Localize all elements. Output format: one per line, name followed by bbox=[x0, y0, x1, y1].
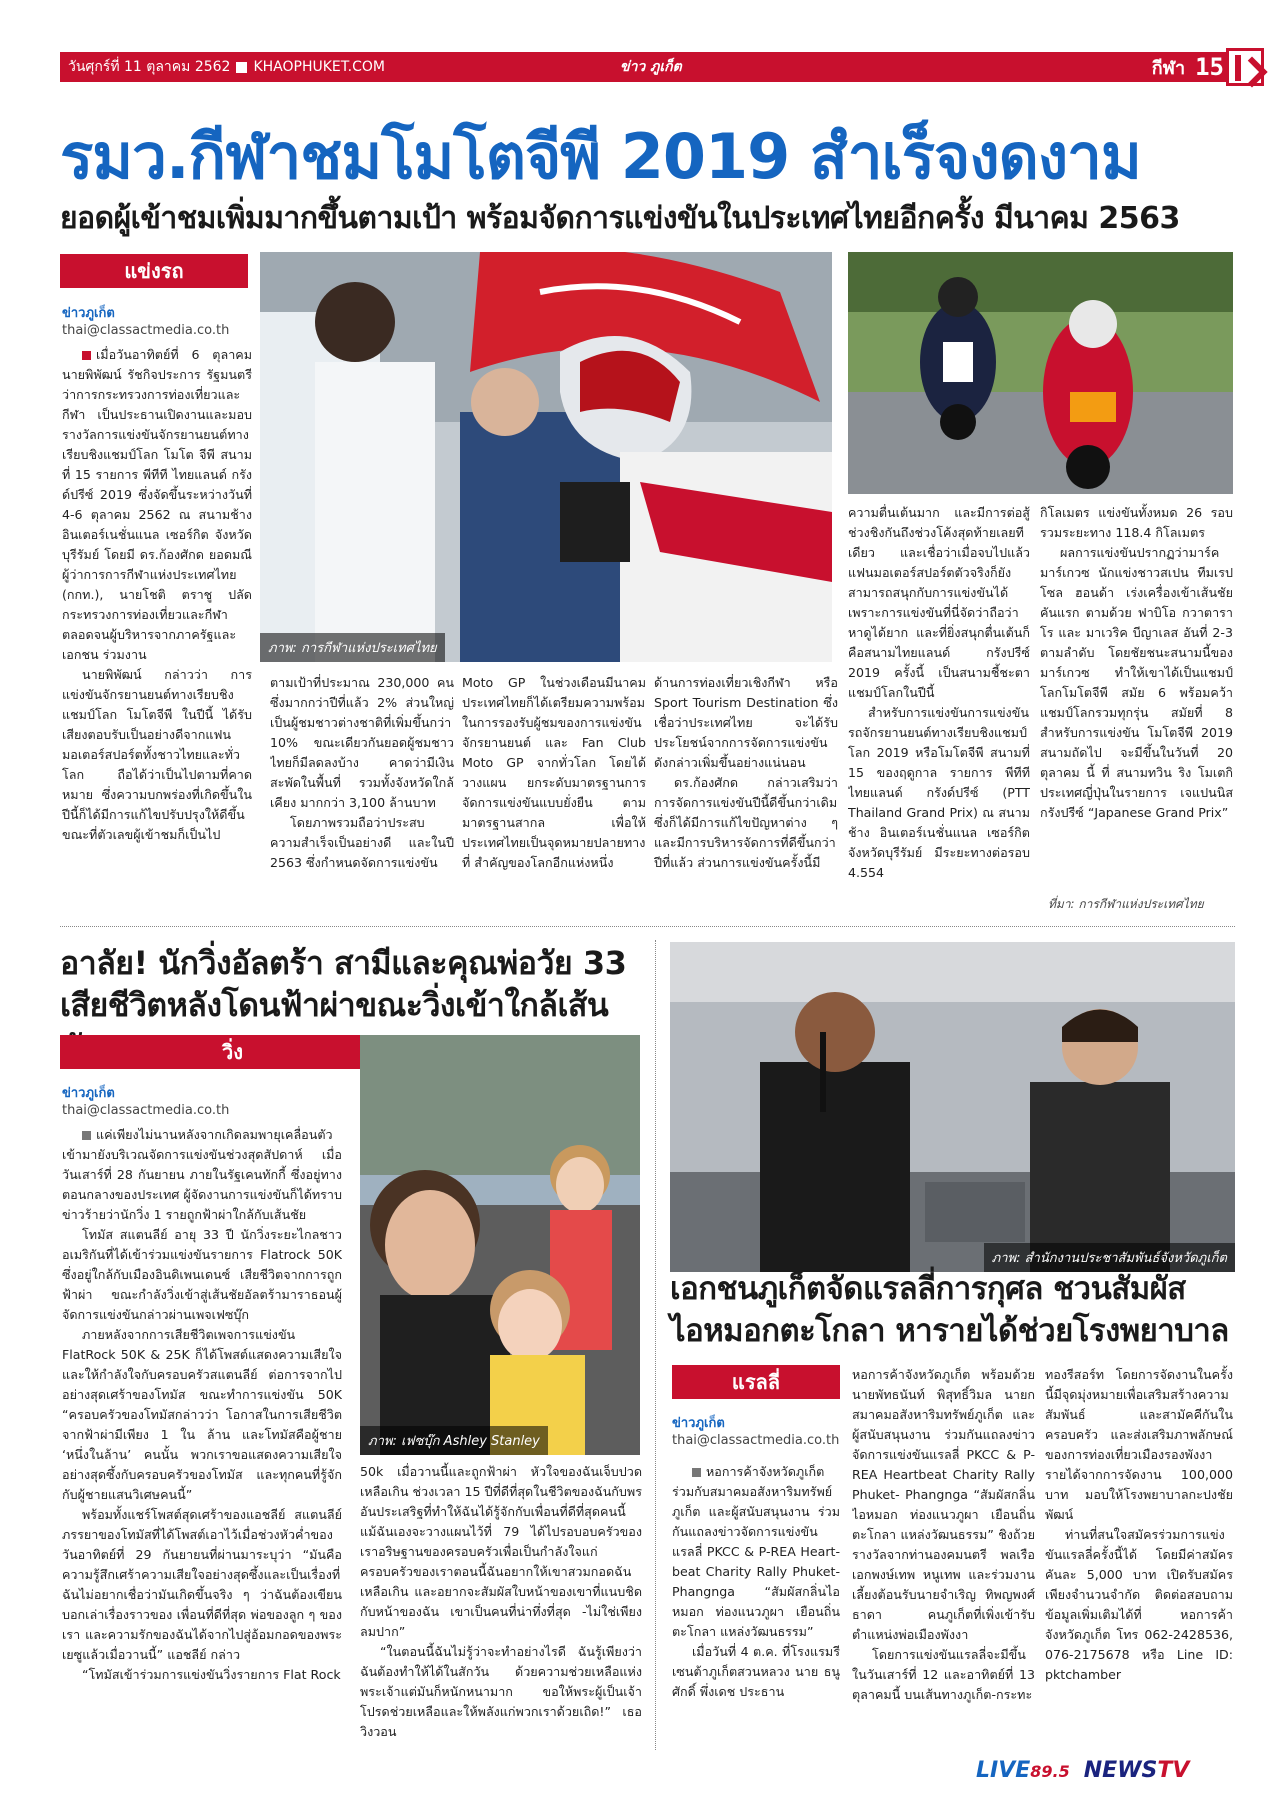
article3-col2b-text: โดยการแข่งขันแรลลี่จะมีขึ้นในวันเสาร์ที่ 12 และอาทิตย์ที่ 13 ตุลาคมนี้ บนเส้นทางภูเก็ต-กระทะ bbox=[852, 1647, 1035, 1702]
photo1-caption: ภาพ: การกีฬาแห่งประเทศไทย bbox=[260, 633, 445, 662]
article2-col1b-text: โทมัส สแตนลีย์ อายุ 33 ปี นักวิ่งระยะไกลชาวอเมริกันที่ได้เข้าร่วมแข่งขันรายการ Flatrock 50K ซึ่งอยู่ใกล้กับเมืองอินดิเพนเดนซ์ เสียชีวิตจากการถูกฟ้าผ่า ขณะกำลังวิ่งเข้าสู่เส้นชัยอัลตร้ามาราธอนผู้จัดการแข่งขันกล่าวผ่านเพจเฟซบุ๊ก bbox=[62, 1227, 342, 1322]
article2-headline-line1: อาลัย! นักวิ่งอัลตร้า สามีและคุณพ่อวัย 33 bbox=[60, 944, 627, 982]
article2-col1d-text: พร้อมทั้งแชร์โพสต์สุดเศร้าของแอชลีย์ สแตนลีย์ ภรรยาของโทมัสที่ได้โพสต์เอาไว้เมื่อช่วงหัวค่ำของวันอาทิตย์ที่ 29 กันยายนที่ผ่านมาระบุว่า “มันคือความรู้สึกเศร้าความเสียใจอย่างสุดซึ้งและเป็นเรื่องที่ฉันไม่อยากเชื่อว่ามันเกิดขึ้นจริง ๆ ว่าฉันต้องเขียนบอกเล่าเรื่องราวของ เพื่อนที่ดีที่สุด พ่อของลูก ๆ ของเรา และความรักของฉันได้จากไปสู่อ้อมกอดของพระเยซูแล้วเมื่อวานนี้” แอชลีย์ กล่าว bbox=[62, 1507, 342, 1662]
article1-col1-text: เมื่อวันอาทิตย์ที่ 6 ตุลาคม นายพิพัฒน์ รัชกิจประการ รัฐมนตรีว่าการกระทรวงการท่องเที่ยวและกีฬา เป็นประธานเปิดงานและมอบรางวัลการแข่งขันจักรยานยนต์ทางเรียบชิงแชมป์โลก โมโต จีพี สนามที่ 15 รายการ พีทีที ไทยแลนด์ กรังด์ปรีซ์ 2019 ซึ่งจัดขึ้นระหว่างวันที่ 4-6 ตุลาคม 2562 ณ สนามช้าง อินเตอร์เนชั่นแนล เซอร์กิต จังหวัดบุรีรัมย์ โดยมี ดร.ก้องศักด ยอดมณี ผู้ว่าการการกีฬาแห่งประเทศไทย (กกท.), นายโชติ ตราชู ปลัดกระทรวงการท่องเที่ยวและกีฬา ตลอดจนผู้บริหารจากภาครัฐและเอกชน ร่วมงาน bbox=[62, 347, 252, 662]
byline-email: thai@classactmedia.co.th bbox=[672, 1433, 840, 1448]
photo-rally-press-image bbox=[670, 942, 1235, 1272]
byline-email: thai@classactmedia.co.th bbox=[62, 323, 230, 338]
article3-col1b-text: เมื่อวันที่ 4 ต.ค. ที่โรงแรมรีเซนต้าภูเก็ตสวนหลวง นาย ธนูศักดิ์ พึ่งเดช ประธาน bbox=[672, 1644, 840, 1699]
byline-article3 bbox=[672, 1412, 847, 1448]
photo-motogp-race bbox=[848, 252, 1233, 494]
photo-motogp-minister bbox=[260, 252, 832, 662]
article3-headline bbox=[670, 1268, 1235, 1352]
column-divider bbox=[655, 940, 656, 1750]
main-subheadline: ยอดผู้เข้าชมเพิ่มมากขึ้นตามเป้า พร้อมจัดการแข่งขันในประเทศไทยอีกครั้ง มีนาคม 2563 bbox=[60, 201, 1180, 236]
article2-headline-line2: เสียชีวิตหลังโดนฟ้าผ่าขณะวิ่งเข้าใกล้เส้น bbox=[60, 986, 609, 1024]
header-date: วันศุกร์ที่ 11 ตุลาคม 2562 bbox=[68, 59, 231, 75]
article1-col6 bbox=[1040, 503, 1233, 888]
square-icon bbox=[236, 62, 247, 73]
article3-col2 bbox=[852, 1365, 1035, 1750]
byline-name: ข่าวภูเก็ต bbox=[62, 306, 115, 321]
article3-col1 bbox=[672, 1462, 840, 1752]
article1-col5-text: ความตื่นเต้นมาก และมีการต่อสู้ช่วงชิงกันถึงช่วงโค้งสุดท้ายเลยทีเดียว และเชื่อว่าเมื่อจบไปแล้วแฟนมอเตอร์สปอร์ตตัวจริงก็ยังสามารถสนุกกับการแข่งขันได้ เพราะการแข่งขันที่นี่จัดว่าถือว่าหาดูได้ยาก และที่ยิ่งสนุกตื่นเต้นก็คือสนามไทยแลนด์ กรังปรีซ์ 2019 ครั้งนี้ เป็นสนามชี้ชะตาแชมป์โลกในปีนี้ bbox=[848, 505, 1030, 700]
header-site: KHAOPHUKET.COM bbox=[253, 59, 385, 75]
article1-col2 bbox=[270, 673, 454, 918]
photo-rally-press bbox=[670, 942, 1235, 1272]
article1-col4 bbox=[654, 673, 838, 918]
photo2-credit: ที่มา: การกีฬาแห่งประเทศไทย bbox=[1048, 897, 1204, 911]
news-logo-tv: TV bbox=[1157, 1758, 1190, 1783]
section-tag-rally: แรลลี่ bbox=[672, 1365, 840, 1399]
article1-col3 bbox=[462, 673, 646, 918]
article1-col6-text: กิโลเมตร แข่งขันทั้งหมด 26 รอบ รวมระยะทาง 118.4 กิโลเมตร bbox=[1040, 505, 1233, 540]
live-radio-logo bbox=[976, 1758, 1070, 1783]
main-headline: รมว.กีฬาชมโมโตจีพี 2019 สำเร็จงดงาม bbox=[60, 120, 1141, 193]
article3-col1-text: หอการค้าจังหวัดภูเก็ต ร่วมกับสมาคมอสังหาริมทรัพย์ภูเก็ต และผู้สนับสนุนงาน ร่วมกันแถลงข่าวจัดการแข่งขันแรลลี่ PKCC & P-REA Heart-beat Charity Rally Phuket-Phangnga “สัมผัสกลิ่นไอหมอก ท่องแนวภูผา เยือนถิ่นตะโกลา แหล่งวัฒนธรรม” bbox=[672, 1464, 840, 1639]
header-date-site bbox=[60, 56, 1152, 78]
byline-name: ข่าวภูเก็ต bbox=[672, 1416, 725, 1431]
live-logo-freq: 89.5 bbox=[1030, 1762, 1070, 1781]
article1-col6b-text: ผลการแข่งขันปรากฏว่ามาร์ค มาร์เกวซ นักแข่งชาวสเปน ทีมเรปโซล ฮอนด้า เร่งเครื่องเข้าเส้นชัยคันแรก ตามด้วย ฟาบิโอ กวาตาราโร และ มาเวริค บีญาเลส อันที่ 2-3 ตามลำดับ โดยชัยชนะสนามนี้ของ มาร์เกวซ ทำให้เขาได้เป็นแชมป์โลกโมโตจีพี สมัย 6 พร้อมคว้าแชมป์โลกรวมทุกรุ่น สมัยที่ 8 สำหรับการแข่งขัน โมโตจีพี 2019 สนามถัดไป จะมีขึ้นในวันที่ 20 ตุลาคม นี้ ที่ สนามทวิน ริง โมเตกิ ประเทศญี่ปุ่นในรายการ เจแปนนิส กรังปรีซ์ “Japanese Grand Prix” bbox=[1040, 545, 1233, 820]
article1-col4-text: ด้านการท่องเที่ยวเชิงกีฬา หรือ Sport Tourism Destination ซึ่งเชื่อว่าประเทศไทย จะได้รับประโยชน์จากการจัดการแข่งขันดังกล่าวเพิ่มขึ้นอย่างแน่นอน bbox=[654, 675, 838, 770]
article1-col2b-text: โดยภาพรวมถือว่าประสบความสำเร็จเป็นอย่างดี และในปี 2563 ซึ่งกำหนดจัดการแข่งขัน bbox=[270, 815, 454, 870]
article1-col3-text: Moto GP ในช่วงเดือนมีนาคม ประเทศไทยก็ได้เตรียมความพร้อมในการรองรับผู้ชมของการแข่งขันจักรยานยนต์ และ Fan Club Moto GP จากทั่วโลก โดยได้วางแผน ยกระดับมาตรฐานการจัดการแข่งขันแบบยั่งยืน ตามมาตรฐานสากล เพื่อให้ประเทศไทยเป็นจุดหมายปลายทางที่ สำคัญของโลกอีกแห่งหนึ่ง bbox=[462, 675, 646, 870]
section-name: กีฬา bbox=[1151, 57, 1186, 79]
section-tag-running: วิ่ง bbox=[60, 1035, 405, 1069]
byline-article1 bbox=[62, 302, 252, 338]
article3-headline-line2: ไอหมอกตะโกลา หารายได้ช่วยโรงพยาบาล bbox=[670, 1313, 1229, 1349]
live-logo-text: LIVE bbox=[976, 1758, 1031, 1783]
article3-col3 bbox=[1045, 1365, 1233, 1750]
corner-arrow-icon bbox=[1226, 48, 1264, 86]
photo-stanley-family bbox=[360, 1035, 640, 1455]
article3-col3b-text: ท่านที่สนใจสมัครร่วมการแข่งขันแรลลี่ครั้งนี้ได้ โดยมีค่าสมัครคันละ 5,000 บาท เปิดรับสมัครเพียงจำนวนจำกัด ติดต่อสอบถามข้อมูลเพิ่มเติมได้ที่ หอการค้าจังหวัดภูเก็ต โทร 062-2428536, 076-2175678 หรือ Line ID: pktchamber bbox=[1045, 1527, 1233, 1682]
page-number: 15 bbox=[1195, 53, 1224, 81]
news-tv-logo bbox=[1084, 1758, 1190, 1783]
section-divider bbox=[60, 926, 1235, 927]
bullet-icon bbox=[82, 1131, 91, 1140]
footer-logos bbox=[976, 1758, 1189, 1783]
article1-col2-text: ตามเป้าที่ประมาณ 230,000 คน ซึ่งมากกว่าปีที่แล้ว 2% ส่วนใหญ่เป็นผู้ชมชาวต่างชาติที่เพิ่มขึ้นกว่า 10% ขณะเดียวกันยอดผู้ชมชาวไทยก็มีลดลงบ้าง คาดว่ามีเงินสะพัดในพื้นที่ รวมทั้งจังหวัดใกล้เคียง มากกว่า 3,100 ล้านบาท bbox=[270, 675, 454, 810]
photo-motogp-race-image bbox=[848, 252, 1233, 494]
page-header-bar bbox=[60, 52, 1230, 82]
newspaper-logo: ข่าว ภูเก็ต bbox=[620, 59, 682, 75]
article2-col1e-text: “โทมัสเข้าร่วมการแข่งขันวิ่งรายการ Flat Rock bbox=[82, 1667, 341, 1682]
photo-motogp-minister-image bbox=[260, 252, 832, 662]
byline-email: thai@classactmedia.co.th bbox=[62, 1103, 230, 1118]
article1-col1b-text: นายพิพัฒน์ กล่าวว่า การแข่งขันจักรยานยนต์ทางเรียบชิงแชมป์โลก โมโตจีพี ในปีนี้ ได้รับเสียงตอบรับเป็นอย่างดีจากแฟนมอเตอร์สปอร์ตทั้งชาวไทยและทั่วโลก ถือได้ว่าเป็นไปตามที่คาดหมาย ซึ่งความบกพร่องที่เกิดขึ้นในปีนี้ก็ได้มีการแก้ไขปรับปรุงให้ดีขึ้น ขณะที่ตัวเลขผู้เข้าชมก็เป็นไป bbox=[62, 667, 252, 842]
article2-col2 bbox=[360, 1462, 642, 1752]
article2-col2b-text: “ในตอนนี้ฉันไม่รู้ว่าจะทำอย่างไรดี ฉันรู้เพียงว่าฉันต้องทำให้ได้ในสักวัน ด้วยความช่วยเหลือแห่งพระเจ้าแต่มันก็หนักหนามาก ขอให้พระผู้เป็นเจ้าโปรดช่วยเหลือและให้พลังแก่พวกเราด้วยเถิด!” เธอวิงวอน bbox=[360, 1644, 642, 1739]
byline-name: ข่าวภูเก็ต bbox=[62, 1086, 115, 1101]
bullet-icon bbox=[692, 1468, 701, 1477]
article3-headline-line1: เอกชนภูเก็ตจัดแรลลี่การกุศล ชวนสัมผัส bbox=[670, 1271, 1186, 1307]
article1-col5 bbox=[848, 503, 1030, 918]
photo-family-caption: ภาพ: เฟซบุ๊ก Ashley Stanley bbox=[360, 1426, 548, 1455]
article2-col1c-text: ภายหลังจากการเสียชีวิตเพจการแข่งขัน FlatRock 50K & 25K ก็ได้โพสต์แสดงความเสียใจและให้กำลังใจกับครอบครัวสแตนลีย์ ต่อการจากไปอย่างสุดเศร้าของโทมัส ขณะทำการแข่งขัน 50K “ครอบครัวของโทมัสกล่าวว่า โอกาสในการเสียชีวิตจากฟ้าผ่ามีเพียง 1 ใน ล้าน และโทมัสคือผู้ชาย ‘หนึ่งในล้าน’ คนนั้น พวกเราขอแสดงความเสียใจอย่างสุดซึ้งกับครอบครัวของโทมัส และทุกคนที่รู้จักกับผู้ชายแสนวิเศษคนนี้” bbox=[62, 1327, 342, 1502]
article2-col1-text: แค่เพียงไม่นานหลังจากเกิดลมพายุเคลื่อนตัวเข้ามายังบริเวณจัดการแข่งขันช่วงสุดสัปดาห์ เมื่อวันเสาร์ที่ 28 กันยายน ภายในรัฐเคนทักกี้ ซึ่งอยู่ทางตอนกลางของประเทศ ผู้จัดงานการแข่งขันก็ได้ทราบข่าวร้ายว่านักวิ่ง 1 รายถูกฟ้าผ่าใกล้กับเส้นชัย bbox=[62, 1127, 342, 1222]
article2-col1 bbox=[62, 1125, 342, 1750]
article3-col2-text: หอการค้าจังหวัดภูเก็ต พร้อมด้วยนายพัทธนันท์ พิสุทธิ์วิมล นายกสมาคมอสังหาริมทรัพย์ภูเก็ต และผู้สนับสนุนงาน ร่วมกันแถลงข่าวจัดการแข่งขันแรลลี่ PKCC & P-REA Heartbeat Charity Rally Phuket- Phangnga “สัมผัสกลิ่นไอหมอก ท่องแนวภูผา เยือนถิ่นตะโกลา แหล่งวัฒนธรรม” ชิงถ้วยรางวัลจากท่านองคมนตรี พลเรือเอกพงษ์เทพ หนูเทพ และร่วมงานเลี้ยงต้อนรับนายจำเริญ ทิพญพงศ์ธาดา คนภูเก็ตที่เพิ่งเข้ารับตำแหน่งพ่อเมืองพังงา bbox=[852, 1367, 1035, 1642]
news-logo-text: NEWS bbox=[1083, 1758, 1158, 1783]
bullet-icon bbox=[82, 351, 91, 360]
article3-col3-text: ทองรีสอร์ท โดยการจัดงานในครั้งนี้มีจุดมุ่งหมายเพื่อเสริมสร้างความสัมพันธ์ และสามัคคีกันในครอบครัว และส่งเสริมภาพลักษณ์ของการท่องเที่ยวเมืองรองพังงา รายได้จากการจัดงาน 100,000 บาท มอบให้โรงพยาบาลกะปงชัยพัฒน์ bbox=[1045, 1367, 1233, 1522]
section-tag-racing: แข่งรถ bbox=[60, 254, 248, 288]
article1-col1 bbox=[62, 345, 252, 920]
article2-col2-text: 50k เมื่อวานนี้และถูกฟ้าผ่า หัวใจของฉันเจ็บปวดเหลือเกิน ช่วงเวลา 15 ปีที่ดีที่สุดในชีวิตของฉันกับพรอันประเสริฐที่ทำให้ฉันได้รู้จักกับเพื่อนที่ดีที่สุดคนนี้ แม้ฉันเองจะวางแผนไว้ที่ 79 ได้ไปรอบอบครัวของเราอริษฐานของครอบครัวเพื่อเป็นกำลังใจแก่ครอบครัวของเราตอนนี้ฉันอยากให้เขาสวมกอดฉันเหลือเกิน และอยากจะสัมผัสใบหน้าของเขาที่แนบชิดกับหน้าของฉัน เขาเป็นคนที่น่าทึ่งที่สุด -ไม่ใช่เพียงลมปาก” bbox=[360, 1464, 642, 1639]
article1-col5b-text: สำหรับการแข่งขันการแข่งขันรถจักรยานยนต์ทางเรียบชิงแชมป์โลก 2019 หรือโมโตจีพี สนามที่ 15 ของฤดูกาล รายการ พีทีที ไทยแลนด์ กรังด์ปรีซ์ (PTT Thailand Grand Prix) ณ สนามช้าง อินเตอร์เนชั่นแนล เซอร์กิต จังหวัดบุรีรัมย์ มีระยะทางต่อรอบ 4.554 bbox=[848, 705, 1030, 880]
byline-article2 bbox=[62, 1082, 362, 1118]
photo-rally-caption: ภาพ: สำนักงานประชาสัมพันธ์จังหวัดภูเก็ต bbox=[984, 1243, 1235, 1272]
photo-stanley-family-image bbox=[360, 1035, 640, 1455]
article1-col4b-text: ดร.ก้องศักด กล่าวเสริมว่า การจัดการแข่งขันปีนี้ดีขึ้นกว่าเดิม ซึ่งก็ได้มีการแก้ไขปัญหาต่าง ๆ และมีการบริหารจัดการที่ดีขึ้นกว่าปีที่แล้ว ส่วนการแข่งขันครั้งนี้มี bbox=[654, 775, 838, 870]
